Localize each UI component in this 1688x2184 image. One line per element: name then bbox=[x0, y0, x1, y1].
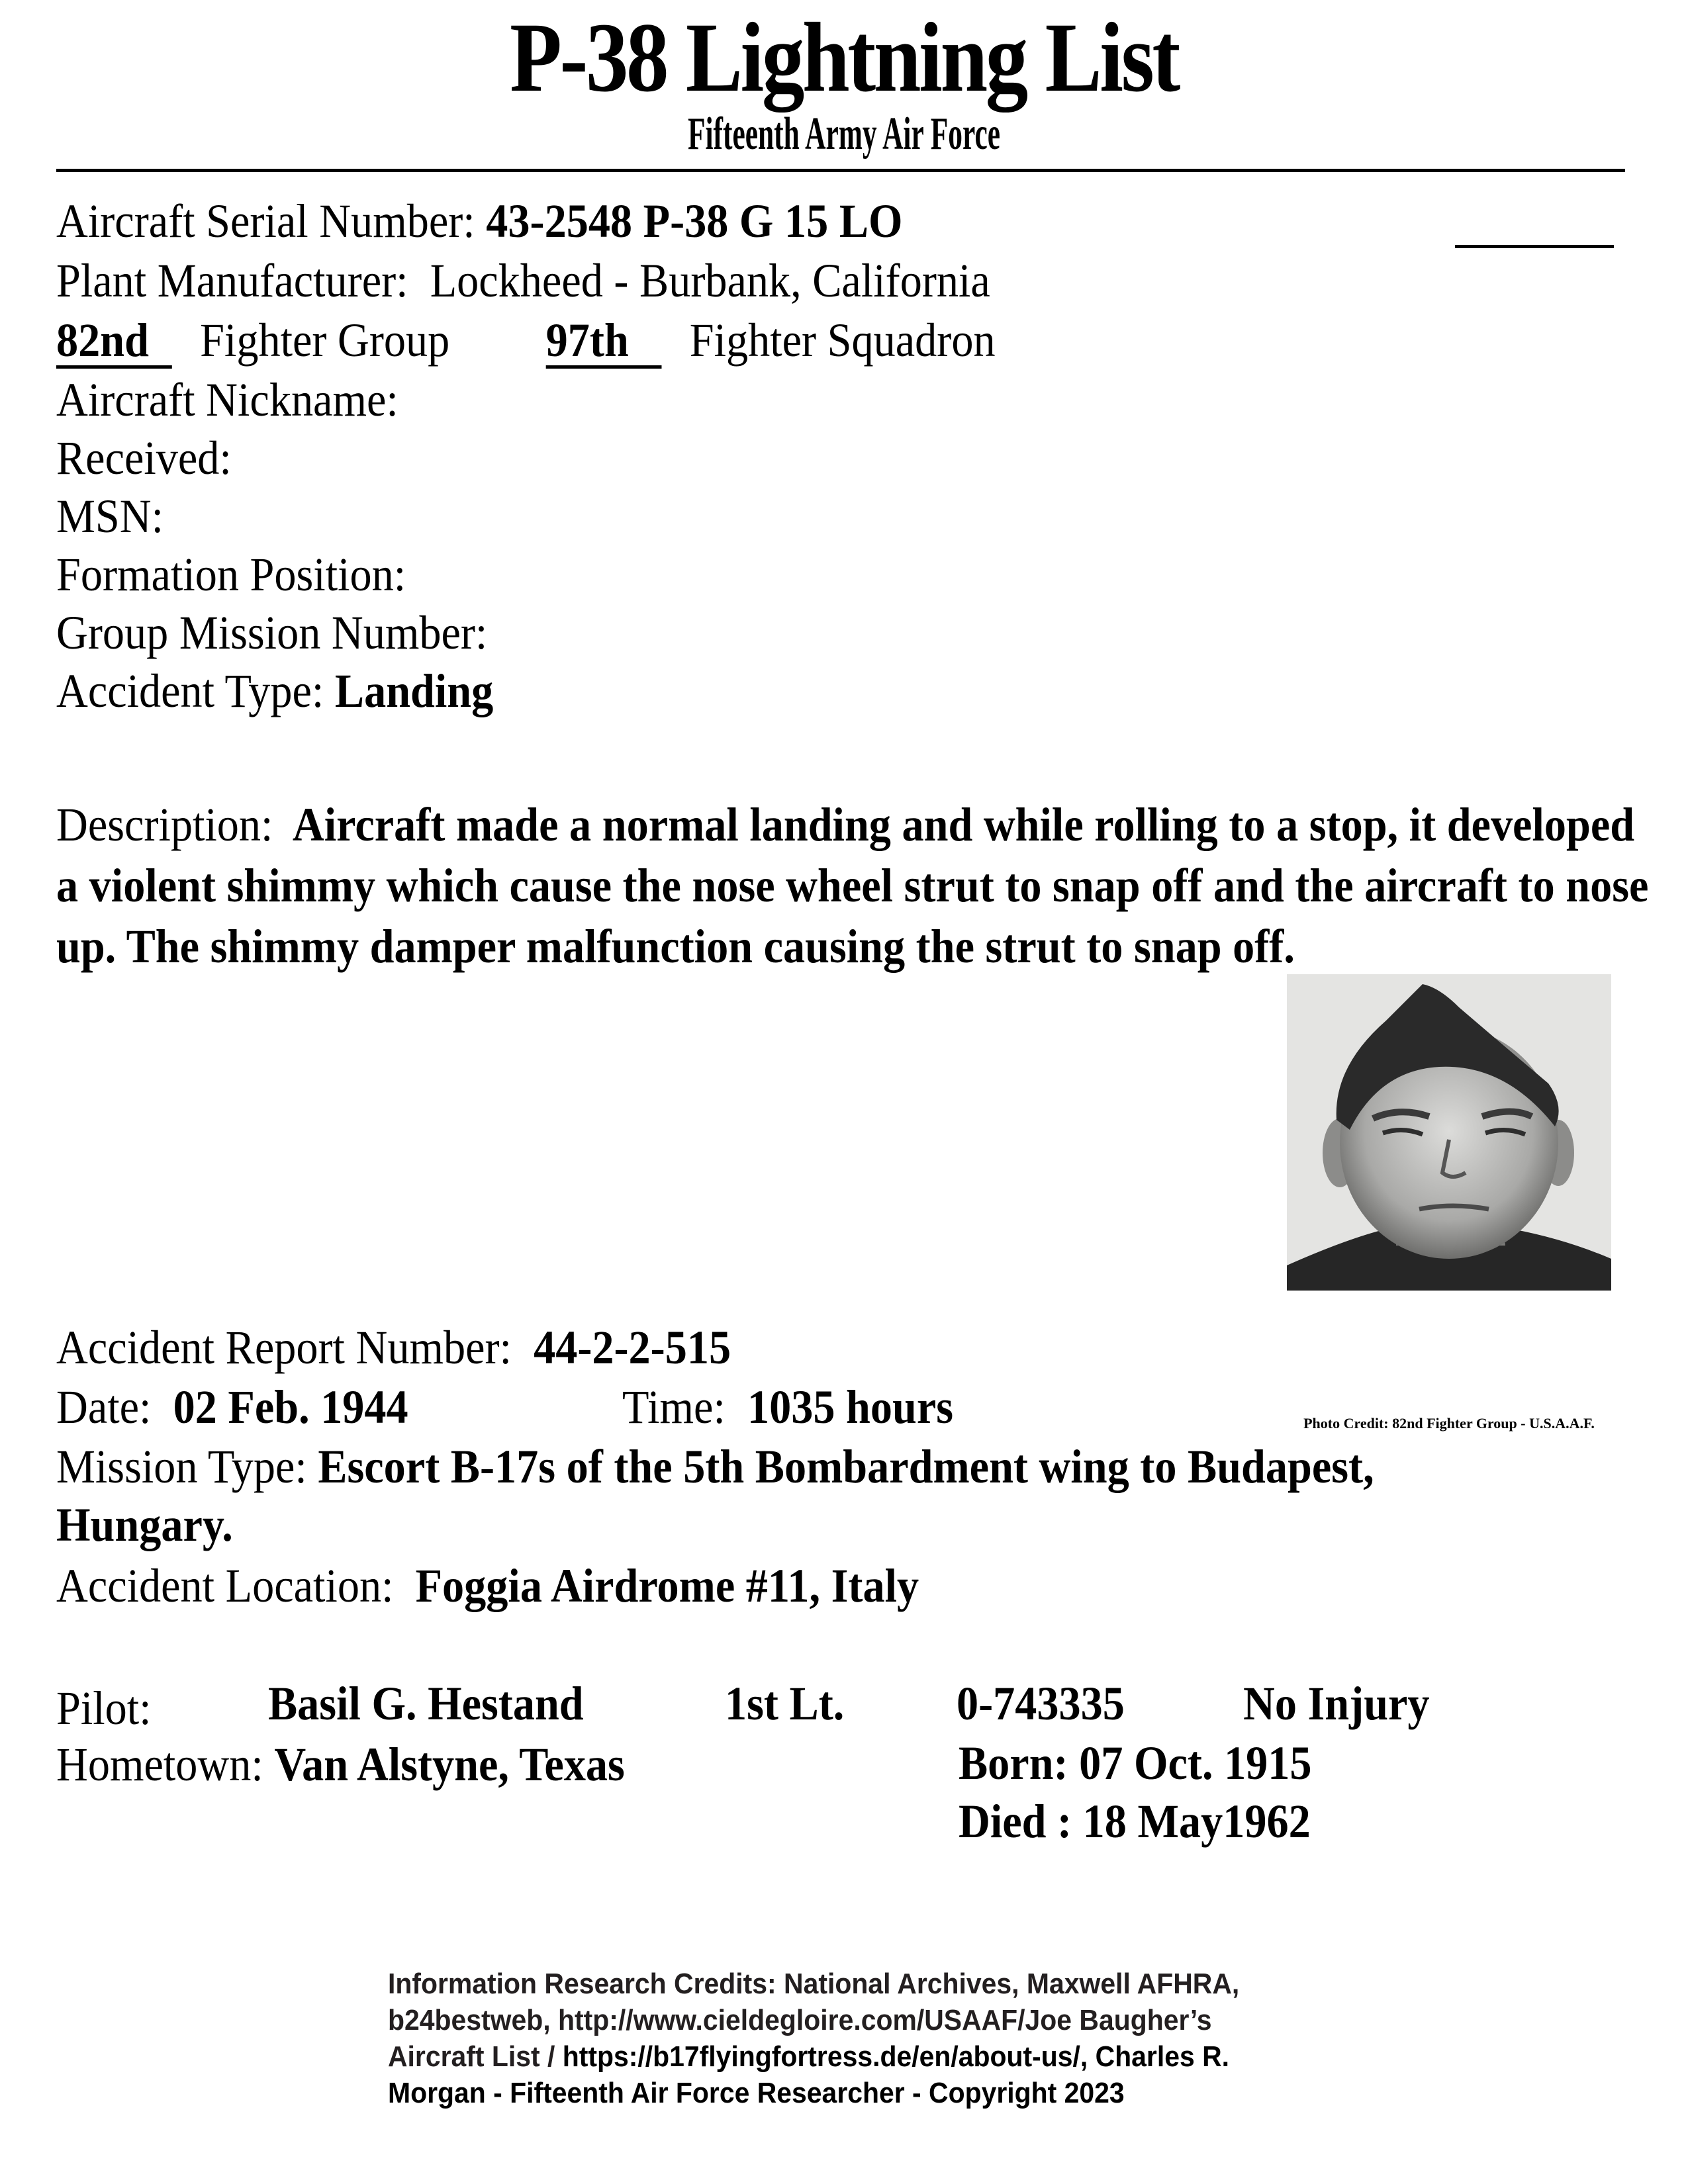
accident-report-label: Accident Report Number: bbox=[56, 1321, 512, 1374]
description-text: Aircraft made a normal landing and while rolling to a stop, it developed a violent shimmy which cause the nose wheel strut to snap off and the aircraft to nose up. The shimmy damper malfunction causing the strut to snap off. bbox=[56, 798, 1649, 973]
page-title: P-38 Lightning List bbox=[510, 3, 1178, 113]
date-row bbox=[56, 1383, 408, 1431]
group-squadron-row bbox=[56, 316, 996, 369]
pilot-rank: 1st Lt. bbox=[725, 1677, 845, 1730]
credits-line-3b: https://b17flyingfortress.de/en/about-us/, Charles R. bbox=[562, 2040, 1230, 2073]
accident-report-value: 44-2-2-515 bbox=[534, 1321, 731, 1374]
pilot-died: Died : 18 May1962 bbox=[959, 1795, 1311, 1848]
fighter-group-label: Fighter Group bbox=[200, 314, 450, 367]
pilot-label: Pilot: bbox=[56, 1682, 152, 1735]
hometown-value: Van Alstyne, Texas bbox=[274, 1738, 625, 1791]
pilot-name: Basil G. Hestand bbox=[268, 1677, 584, 1730]
page-subtitle: Fifteenth Army Air Force bbox=[687, 109, 1001, 159]
mission-type-value-line2: Hungary. bbox=[56, 1498, 233, 1551]
description-label: Description: bbox=[56, 798, 273, 851]
received-label: Received: bbox=[56, 432, 232, 484]
mission-type-value: Escort B-17s of the 5th Bombardment wing to Budapest, bbox=[318, 1440, 1374, 1493]
pilot-serial: 0-743335 bbox=[957, 1677, 1125, 1730]
mission-type-label: Mission Type: bbox=[56, 1440, 307, 1493]
nickname-label: Aircraft Nickname: bbox=[56, 373, 399, 426]
credits-line-1: Information Research Credits: National Archives, Maxwell AFHRA, bbox=[388, 1968, 1240, 2000]
serial-number-value: 43-2548 P-38 G 15 LO bbox=[486, 195, 903, 248]
time-value: 1035 hours bbox=[747, 1381, 954, 1433]
mission-type-row bbox=[56, 1440, 1374, 1493]
photo-credit: Photo Credit: 82nd Fighter Group - U.S.A.A.F. bbox=[1303, 1415, 1595, 1432]
date-label: Date: bbox=[56, 1381, 152, 1433]
formation-position-label: Formation Position: bbox=[56, 548, 406, 601]
accident-type-label: Accident Type: bbox=[56, 664, 324, 717]
serial-number-row bbox=[56, 195, 903, 248]
accident-report-row bbox=[56, 1321, 731, 1374]
group-mission-number-label: Group Mission Number: bbox=[56, 606, 488, 659]
accident-location-label: Accident Location: bbox=[56, 1559, 394, 1612]
manufacturer-label: Plant Manufacturer: bbox=[56, 254, 408, 307]
time-row bbox=[622, 1383, 953, 1431]
description bbox=[56, 794, 1652, 977]
fighter-group-value: 82nd bbox=[56, 316, 172, 369]
accident-type-value: Landing bbox=[334, 664, 494, 717]
accident-location-value: Foggia Airdrome #11, Italy bbox=[415, 1559, 919, 1612]
header-divider bbox=[56, 169, 1625, 172]
serial-blank-line bbox=[1455, 245, 1614, 248]
date-value: 02 Feb. 1944 bbox=[173, 1381, 408, 1433]
pilot-portrait-image bbox=[1287, 974, 1611, 1291]
pilot-photo bbox=[1287, 974, 1611, 1291]
credits-line-2: b24bestweb, http://www.cieldegloire.com/USAAF/Joe Baugher’s bbox=[388, 2004, 1212, 2036]
serial-number-label: Aircraft Serial Number: bbox=[56, 195, 475, 248]
pilot-born: Born: 07 Oct. 1915 bbox=[959, 1737, 1312, 1790]
credits-line-4: Morgan - Fifteenth Air Force Researcher - Copyright 2023 bbox=[388, 2077, 1125, 2109]
credits-line-3a: Aircraft List / bbox=[388, 2040, 563, 2073]
msn-label: MSN: bbox=[56, 490, 164, 543]
hometown-row bbox=[56, 1738, 625, 1791]
fighter-squadron-value: 97th bbox=[546, 316, 662, 369]
manufacturer-value: Lockheed - Burbank, California bbox=[430, 254, 990, 307]
hometown-label: Hometown: bbox=[56, 1738, 263, 1791]
manufacturer-row bbox=[56, 254, 990, 307]
accident-type-row bbox=[56, 664, 494, 717]
fighter-squadron-label: Fighter Squadron bbox=[689, 314, 996, 367]
accident-location-row bbox=[56, 1559, 919, 1612]
research-credits bbox=[388, 1966, 1239, 2111]
time-label: Time: bbox=[622, 1381, 726, 1433]
credits-line-3 bbox=[388, 2038, 1239, 2075]
pilot-status: No Injury bbox=[1243, 1677, 1430, 1730]
mission-type-value-continued bbox=[56, 1498, 233, 1551]
